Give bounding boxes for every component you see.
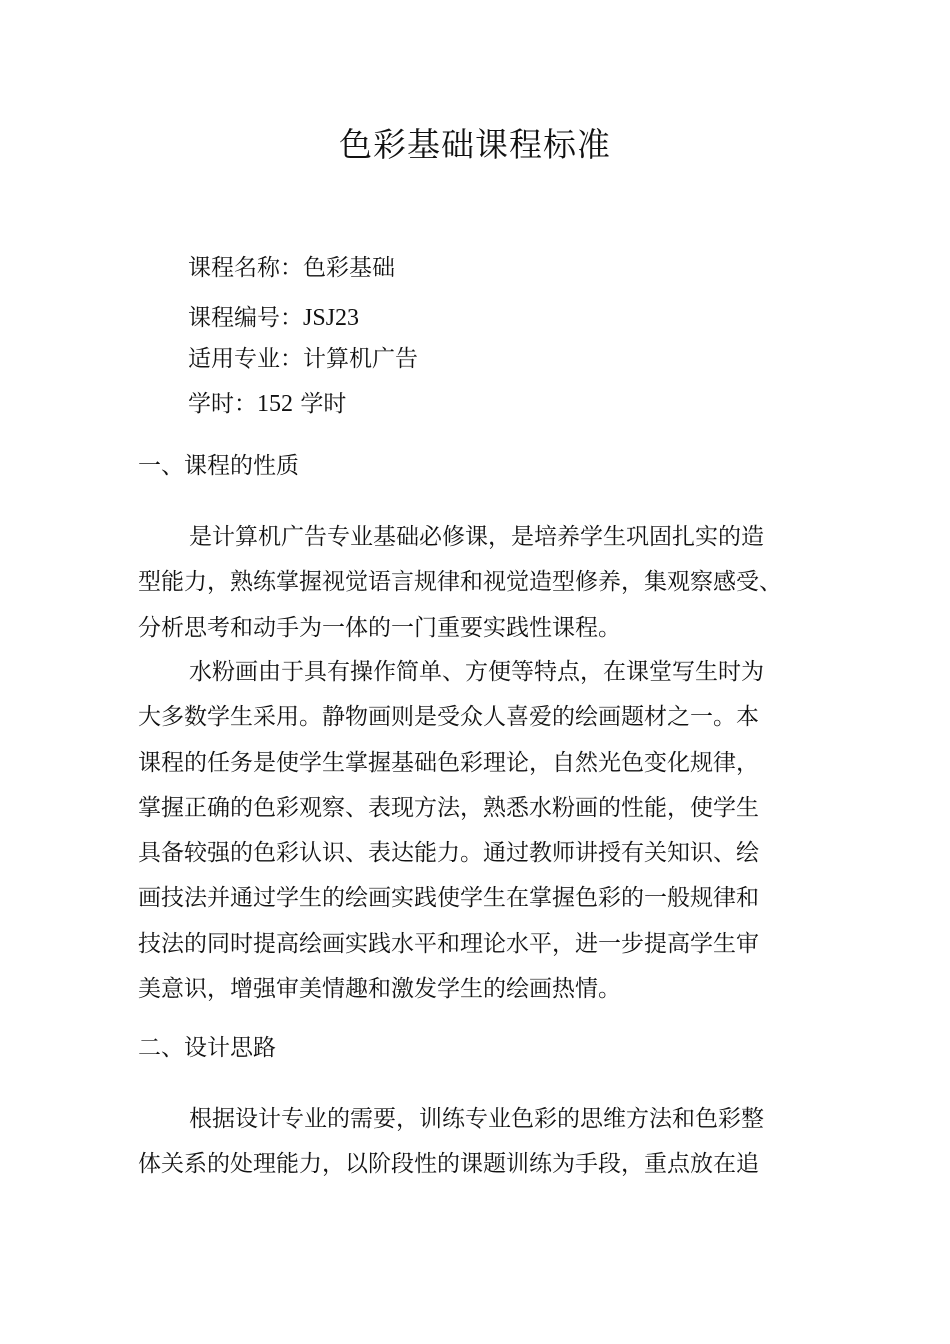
course-name-label: 课程名称： [188, 255, 303, 281]
hours-line [188, 388, 346, 420]
hours-unit: 学时 [300, 391, 347, 417]
paragraph-nature-2 [138, 650, 838, 1012]
paragraph-line: 是计算机广告专业基础必修课，是培养学生巩固扎实的造 [189, 524, 764, 550]
paragraph-line: 大多数学生采用。静物画则是受众人喜爱的绘画题材之一。本 [138, 704, 759, 731]
paragraph-line: 根据设计专业的需要，训练专业色彩的思维方法和色彩整 [189, 1106, 764, 1132]
document-title: 色彩基础课程标准 [339, 125, 611, 164]
course-name-value: 色彩基础 [303, 255, 395, 281]
major-value: 计算机广告 [303, 346, 418, 372]
paragraph-line: 画技法并通过学生的绘画实践使学生在掌握色彩的一般规律和 [138, 885, 759, 912]
section-heading-nature: 一、课程的性质 [138, 453, 299, 479]
major-line [188, 343, 418, 375]
paragraph-line: 体关系的处理能力，以阶段性的课题训练为手段，重点放在追 [138, 1151, 759, 1178]
hours-value: 152 [257, 391, 293, 417]
major-label: 适用专业： [188, 346, 303, 372]
paragraph-line: 水粉画由于具有操作简单、方便等特点，在课堂写生时为 [189, 659, 764, 685]
course-code-value: JSJ23 [303, 305, 360, 331]
paragraph-line: 课程的任务是使学生掌握基础色彩理论，自然光色变化规律， [138, 749, 759, 776]
paragraph-line: 分析思考和动手为一体的一门重要实践性课程。 [138, 614, 621, 641]
section-heading-design: 二、设计思路 [138, 1035, 276, 1061]
paragraph-line: 具备较强的色彩认识、表达能力。通过教师讲授有关知识、绘 [138, 840, 759, 867]
course-code-label: 课程编号： [188, 305, 303, 331]
paragraph-nature-1 [138, 515, 838, 651]
course-code-line [188, 302, 359, 334]
hours-label: 学时： [188, 391, 257, 417]
course-name-line [188, 252, 395, 284]
paragraph-line: 掌握正确的色彩观察、表现方法，熟悉水粉画的性能，使学生 [138, 794, 759, 821]
paragraph-design-1 [138, 1097, 838, 1188]
paragraph-line: 技法的同时提高绘画实践水平和理论水平，进一步提高学生审 [138, 930, 759, 957]
paragraph-line: 美意识，增强审美情趣和激发学生的绘画热情。 [138, 976, 621, 1003]
paragraph-line: 型能力，熟练掌握视觉语言规律和视觉造型修养，集观察感受、 [138, 569, 782, 596]
